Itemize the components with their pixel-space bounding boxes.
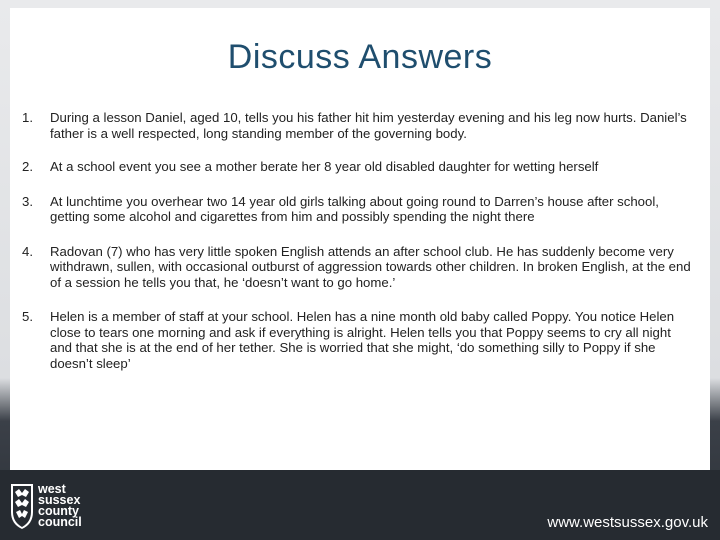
list-item (22, 244, 694, 291)
item-number: 1. (22, 110, 33, 125)
council-logo (10, 482, 82, 532)
item-text: During a lesson Daniel, aged 10, tells you his father hit him yesterday evening and his leg now hurts. Daniel’s father is a well respected, long standing member of the governing body. (50, 110, 687, 141)
list-item (22, 110, 694, 141)
item-text: At a school event you see a mother berate her 8 year old disabled daughter for wetting herself (50, 159, 599, 174)
website-url: www.westsussex.gov.uk (547, 514, 708, 531)
item-text: At lunchtime you overhear two 14 year old girls talking about going round to Darren’s house after school, getting some alcohol and cigarettes from him and possibly spending the night there (50, 193, 659, 224)
list-item (22, 194, 694, 225)
logo-text (38, 484, 88, 528)
item-number: 4. (22, 243, 33, 259)
logo-line: sussex (38, 493, 81, 507)
shield-icon (10, 482, 34, 530)
logo-line: council (38, 515, 82, 529)
logo-line: west (38, 482, 66, 496)
slide-title: Discuss Answers (227, 38, 493, 76)
question-list (22, 110, 694, 371)
item-number: 5. (22, 309, 33, 324)
item-text: Radovan (7) who has very little spoken English attends an after school club. He has suddenly become very withdrawn, sullen, with occasional outburst of aggression towards other children. In broken English, at the end of a session he tells you that, he ‘doesn’t want to go home.’ (50, 243, 691, 290)
list-item (22, 309, 694, 371)
list-item (22, 159, 694, 175)
item-number: 2. (22, 159, 33, 174)
item-number: 3. (22, 193, 33, 209)
logo-line: county (38, 504, 79, 518)
item-text: Helen is a member of staff at your school. Helen has a nine month old baby called Poppy. You notice Helen close to tears one morning and ask if everything is alright. Helen tells you that Poppy seems to cry all night and that she is at the end of her tether. She is worried that she might, ‘do something silly to Poppy if she doesn’t sleep’ (50, 309, 675, 371)
